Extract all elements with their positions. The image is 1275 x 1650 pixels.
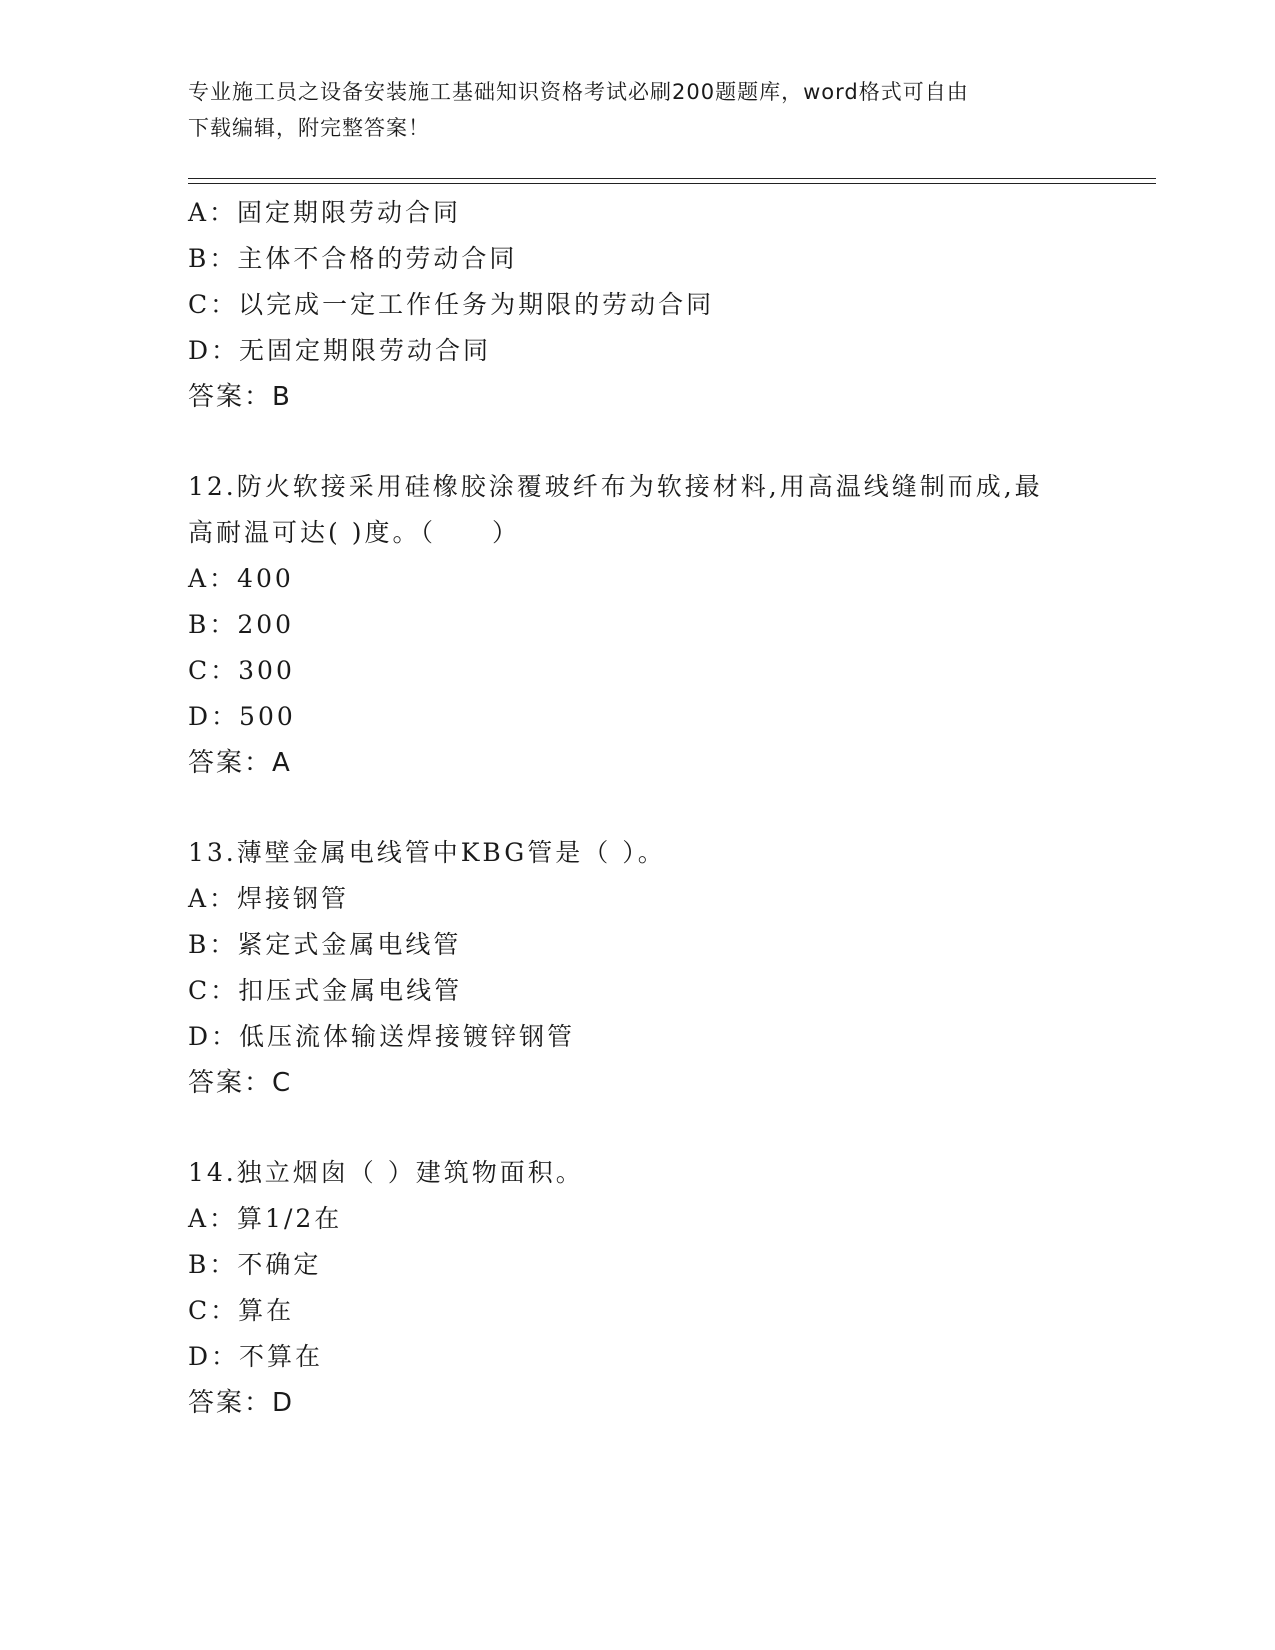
answer: 答案：C [188, 1068, 293, 1098]
question-block-12 [188, 464, 1088, 786]
question-block-14 [188, 1150, 1088, 1426]
header-divider-bottom [188, 183, 1156, 184]
question-list [188, 190, 1088, 1426]
option-c: C：算在 [188, 1296, 295, 1325]
question-title-line: 12.防火软接采用硅橡胶涂覆玻纤布为软接材料,用高温线缝制而成,最 [188, 472, 1043, 501]
option-a: A：固定期限劳动合同 [188, 198, 462, 227]
option-b: B：200 [188, 610, 295, 639]
question-block-13 [188, 830, 1088, 1106]
question-title-line: 13.薄壁金属电线管中KBG管是（ ）。 [188, 838, 666, 867]
option-a: A：焊接钢管 [188, 884, 350, 913]
option-d: D：不算在 [188, 1342, 324, 1371]
option-a: A：400 [188, 564, 294, 593]
option-d: D：低压流体输送焊接镀锌钢管 [188, 1022, 576, 1051]
header-divider-top [188, 178, 1156, 179]
question-title-line: 高耐温可达( )度。（ ） [188, 518, 520, 547]
option-c: C：扣压式金属电线管 [188, 976, 463, 1005]
document-header [188, 74, 1068, 146]
option-c: C：300 [188, 656, 295, 685]
header-line-2: 下载编辑，附完整答案！ [188, 116, 430, 140]
answer: 答案：B [188, 382, 292, 412]
question-block-prev [188, 190, 1088, 420]
answer: 答案：D [188, 1388, 295, 1418]
option-b: B：不确定 [188, 1250, 322, 1279]
option-d: D：500 [188, 702, 296, 731]
option-d: D：无固定期限劳动合同 [188, 336, 492, 365]
option-a: A：算1/2在 [188, 1204, 343, 1233]
option-b: B：紧定式金属电线管 [188, 930, 462, 959]
header-line-1: 专业施工员之设备安装施工基础知识资格考试必刷200题题库，word格式可自由 [188, 80, 969, 104]
option-c: C：以完成一定工作任务为期限的劳动合同 [188, 290, 715, 319]
question-title-line: 14.独立烟囱（ ）建筑物面积。 [188, 1158, 584, 1187]
answer: 答案：A [188, 748, 292, 778]
option-b: B：主体不合格的劳动合同 [188, 244, 518, 273]
